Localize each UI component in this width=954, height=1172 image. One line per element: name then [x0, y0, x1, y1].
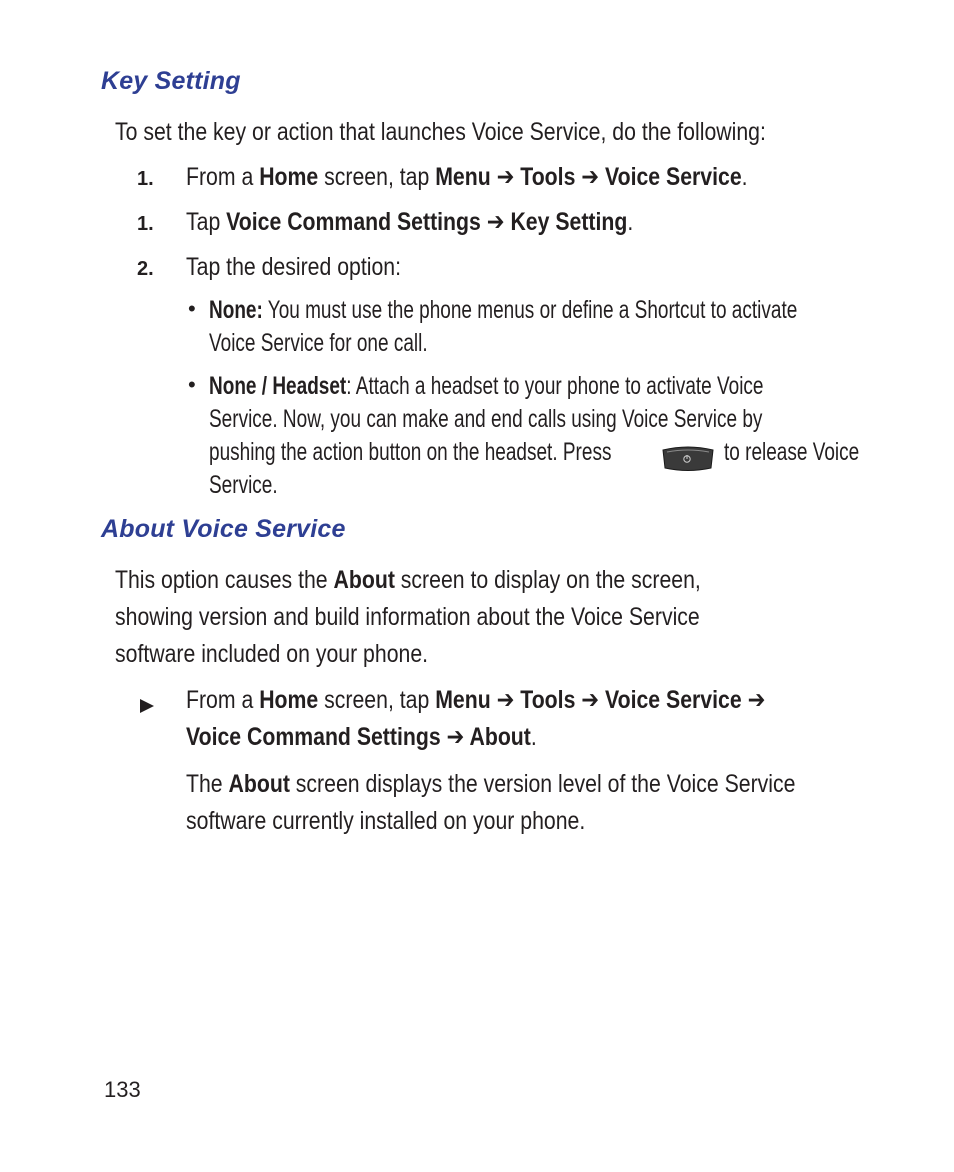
step-text: From a Home screen, tap Menu ➔ Tools ➔ Voice Service. — [186, 163, 748, 191]
step-number: 1. — [137, 168, 154, 190]
end-key-icon — [661, 446, 715, 472]
section-heading-key-setting: Key Setting — [101, 67, 241, 95]
about-result-paragraph: The About screen displays the version level of the Voice Service software currently installed on your phone. — [186, 770, 796, 835]
about-step-text: From a Home screen, tap Menu ➔ Tools ➔ Voice Service ➔ Voice Command Settings ➔ About. — [186, 686, 766, 751]
step-number: 1. — [137, 213, 154, 235]
intro-paragraph: To set the key or action that launches Voice Service, do the following: — [115, 118, 766, 146]
step-number: 2. — [137, 258, 154, 280]
section-heading-about-voice-service: About Voice Service — [101, 515, 346, 543]
bullet-item-none-headset: None / Headset: Attach a headset to your phone to activate Voice Service. Now, you can make and end calls using Voice Service by pushing the action button on the headset. Press Service. — [209, 372, 764, 499]
triangle-bullet-icon — [138, 697, 156, 715]
step-text: Tap the desired option: — [186, 253, 402, 281]
bullet-dot: • — [188, 372, 196, 397]
step-text: Tap Voice Command Settings ➔ Key Setting. — [186, 208, 634, 236]
bullet-dot: • — [188, 296, 196, 321]
bullet-continuation: to release Voice — [724, 438, 860, 466]
page-number: 133 — [104, 1077, 141, 1102]
bullet-item-none: None: You must use the phone menus or define a Shortcut to activate Voice Service for one call. — [209, 296, 798, 357]
about-paragraph: This option causes the About screen to display on the screen, showing version and build information about the Voice Service software included on your phone. — [115, 566, 701, 668]
